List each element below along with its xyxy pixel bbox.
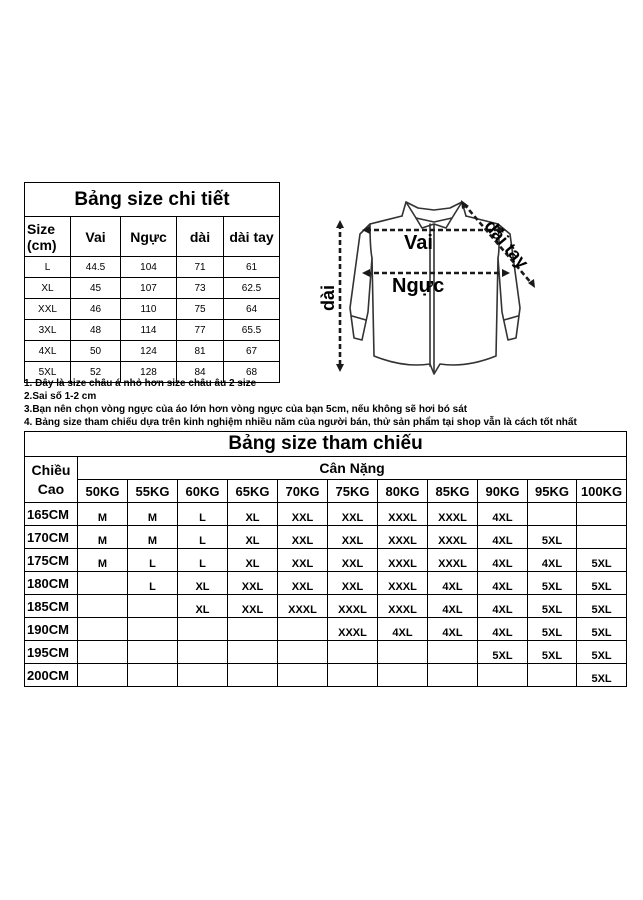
table-cell: 124 [121, 341, 177, 362]
size-cell: 5XL [528, 572, 577, 595]
size-cell [328, 641, 378, 664]
size-cell: XXXL [378, 503, 428, 526]
weight-column-header: 90KG [478, 480, 528, 503]
size-cell: L [128, 549, 178, 572]
size-cell: 4XL [378, 618, 428, 641]
size-cell [528, 664, 577, 687]
size-cell [228, 618, 278, 641]
size-cell: 4XL [478, 503, 528, 526]
weight-column-header: 70KG [278, 480, 328, 503]
size-cell [128, 618, 178, 641]
table-cell: 110 [121, 299, 177, 320]
size-cell: 5XL [577, 618, 627, 641]
table-cell: 67 [224, 341, 280, 362]
size-cell: XXXL [378, 526, 428, 549]
size-cell: M [78, 526, 128, 549]
shoulder-label: Vai [404, 232, 433, 254]
size-cell [128, 595, 178, 618]
size-cell: 4XL [478, 618, 528, 641]
size-cell [577, 526, 627, 549]
size-cell [228, 664, 278, 687]
size-cell: XXL [228, 595, 278, 618]
size-cell: XXXL [378, 549, 428, 572]
size-cell: 5XL [577, 549, 627, 572]
size-cell: 5XL [577, 572, 627, 595]
table-cell: 3XL [25, 320, 71, 341]
table-cell: 81 [177, 341, 224, 362]
detail-table-title: Bảng size chi tiết [25, 183, 280, 217]
table-cell: 5XL [25, 362, 71, 383]
length-label: dài [318, 284, 338, 312]
size-cell: XXL [328, 526, 378, 549]
table-row [25, 320, 280, 341]
size-cell: L [178, 549, 228, 572]
table-cell: XL [25, 278, 71, 299]
size-cell [178, 664, 228, 687]
size-cell [228, 641, 278, 664]
table-cell: 44.5 [71, 257, 121, 278]
note-line: 2.Sai số 1-2 cm [24, 391, 97, 402]
table-cell: 45 [71, 278, 121, 299]
weight-column-header: 95KG [528, 480, 577, 503]
note-line: 3.Bạn nên chọn vòng ngực của áo lớn hơn vòng ngực của bạn 5cm, nếu không sẽ hơi bó sát [24, 404, 468, 415]
size-cell: 4XL [428, 618, 478, 641]
table-cell: 75 [177, 299, 224, 320]
size-cell: 4XL [428, 595, 478, 618]
table-cell: 50 [71, 341, 121, 362]
table-row [25, 503, 627, 526]
size-cell: XXXL [378, 595, 428, 618]
size-cell: 5XL [528, 595, 577, 618]
size-cell: 5XL [577, 641, 627, 664]
size-cell [278, 641, 328, 664]
size-cell: L [128, 572, 178, 595]
size-cell [378, 641, 428, 664]
size-cell [577, 503, 627, 526]
table-row [25, 278, 280, 299]
height-cell: 175CM [25, 549, 78, 572]
column-header-dai-tay: dài tay [224, 217, 280, 257]
size-cell: XXL [228, 572, 278, 595]
size-cell: 4XL [528, 549, 577, 572]
size-cell: 4XL [478, 526, 528, 549]
size-cell [78, 618, 128, 641]
height-cell: 170CM [25, 526, 78, 549]
size-cell: XXXL [428, 549, 478, 572]
size-cell: XXXL [378, 572, 428, 595]
size-cell: 4XL [478, 549, 528, 572]
size-cell: XL [178, 572, 228, 595]
size-cell: 4XL [478, 572, 528, 595]
size-cell: XXL [278, 503, 328, 526]
weight-column-header: 55KG [128, 480, 178, 503]
weight-column-header: 50KG [78, 480, 128, 503]
table-row [25, 526, 627, 549]
size-cell [78, 595, 128, 618]
weight-column-header: 65KG [228, 480, 278, 503]
table-cell: 128 [121, 362, 177, 383]
size-cell: XXXL [328, 618, 378, 641]
size-cell [428, 664, 478, 687]
column-header-nguc: Ngực [121, 217, 177, 257]
height-cell: 200CM [25, 664, 78, 687]
size-cell [128, 641, 178, 664]
size-cell [128, 664, 178, 687]
table-row [25, 549, 627, 572]
size-cell [328, 664, 378, 687]
table-cell: 64 [224, 299, 280, 320]
size-cell: M [78, 549, 128, 572]
size-cell: M [78, 503, 128, 526]
size-cell [178, 618, 228, 641]
height-cell: 165CM [25, 503, 78, 526]
table-cell: 46 [71, 299, 121, 320]
height-column-header: Chiều Cao [25, 457, 78, 503]
size-cell: XL [228, 503, 278, 526]
table-cell: 107 [121, 278, 177, 299]
table-row [25, 595, 627, 618]
size-cell: 4XL [478, 595, 528, 618]
table-row [25, 664, 627, 687]
size-cell: XXL [278, 549, 328, 572]
table-row [25, 299, 280, 320]
size-cell: XXL [278, 526, 328, 549]
size-cell: 5XL [478, 641, 528, 664]
table-cell: 4XL [25, 341, 71, 362]
size-cell: 5XL [528, 526, 577, 549]
size-cell [478, 664, 528, 687]
size-cell: 5XL [528, 641, 577, 664]
table-cell: 52 [71, 362, 121, 383]
size-notes [24, 377, 624, 429]
size-cell [378, 664, 428, 687]
size-cell [78, 641, 128, 664]
table-cell: 77 [177, 320, 224, 341]
size-cell [278, 664, 328, 687]
height-cell: 190CM [25, 618, 78, 641]
reference-size-table [24, 431, 627, 687]
size-cell: L [178, 526, 228, 549]
size-cell: XXXL [328, 595, 378, 618]
chest-label: Ngực [392, 275, 445, 297]
table-row [25, 572, 627, 595]
size-cell: XL [178, 595, 228, 618]
size-cell [428, 641, 478, 664]
size-cell: XXL [328, 572, 378, 595]
table-cell: 84 [177, 362, 224, 383]
height-cell: 185CM [25, 595, 78, 618]
size-cell: 5XL [577, 664, 627, 687]
table-cell: 68 [224, 362, 280, 383]
size-cell [78, 572, 128, 595]
sleeve-length-label: dài tay [480, 215, 533, 273]
size-cell: L [178, 503, 228, 526]
size-cell: M [128, 503, 178, 526]
detail-size-table [24, 182, 280, 383]
size-cell: 4XL [428, 572, 478, 595]
table-cell: L [25, 257, 71, 278]
table-cell: 73 [177, 278, 224, 299]
size-cell: XL [228, 526, 278, 549]
size-cell: XXXL [278, 595, 328, 618]
table-cell: 48 [71, 320, 121, 341]
weight-header: Cân Nặng [78, 457, 627, 480]
column-header-dai: dài [177, 217, 224, 257]
table-row [25, 257, 280, 278]
table-row [25, 641, 627, 664]
weight-column-header: 80KG [378, 480, 428, 503]
size-cell: 5XL [528, 618, 577, 641]
height-cell: 180CM [25, 572, 78, 595]
size-cell: XXL [278, 572, 328, 595]
size-cell [78, 664, 128, 687]
weight-column-header: 60KG [178, 480, 228, 503]
table-cell: 104 [121, 257, 177, 278]
size-cell: M [128, 526, 178, 549]
size-cell: XXL [328, 503, 378, 526]
size-cell [178, 641, 228, 664]
size-cell [278, 618, 328, 641]
table-cell: 114 [121, 320, 177, 341]
table-row [25, 618, 627, 641]
shirt-diagram [306, 188, 562, 378]
table-cell: XXL [25, 299, 71, 320]
note-line: 1. Đây là size châu á nhỏ hơn size châu âu 2 size [24, 378, 257, 389]
size-cell: XXXL [428, 526, 478, 549]
size-cell: 5XL [577, 595, 627, 618]
reference-table-title: Bảng size tham chiếu [25, 432, 627, 457]
weight-column-header: 75KG [328, 480, 378, 503]
column-header-vai: Vai [71, 217, 121, 257]
weight-column-header: 85KG [428, 480, 478, 503]
height-cell: 195CM [25, 641, 78, 664]
table-cell: 61 [224, 257, 280, 278]
size-cell: XXXL [428, 503, 478, 526]
table-row [25, 341, 280, 362]
size-cell: XXL [328, 549, 378, 572]
table-cell: 65.5 [224, 320, 280, 341]
note-line: 4. Bảng size tham chiếu dựa trên kinh nghiệm nhiều năm của người bán, thử sản phẩm tại shop vẫn là cách tốt nhất [24, 417, 577, 428]
table-cell: 62.5 [224, 278, 280, 299]
weight-column-header: 100KG [577, 480, 627, 503]
size-cell: XL [228, 549, 278, 572]
size-column-header: Size (cm) [25, 217, 71, 257]
size-cell [528, 503, 577, 526]
table-cell: 71 [177, 257, 224, 278]
